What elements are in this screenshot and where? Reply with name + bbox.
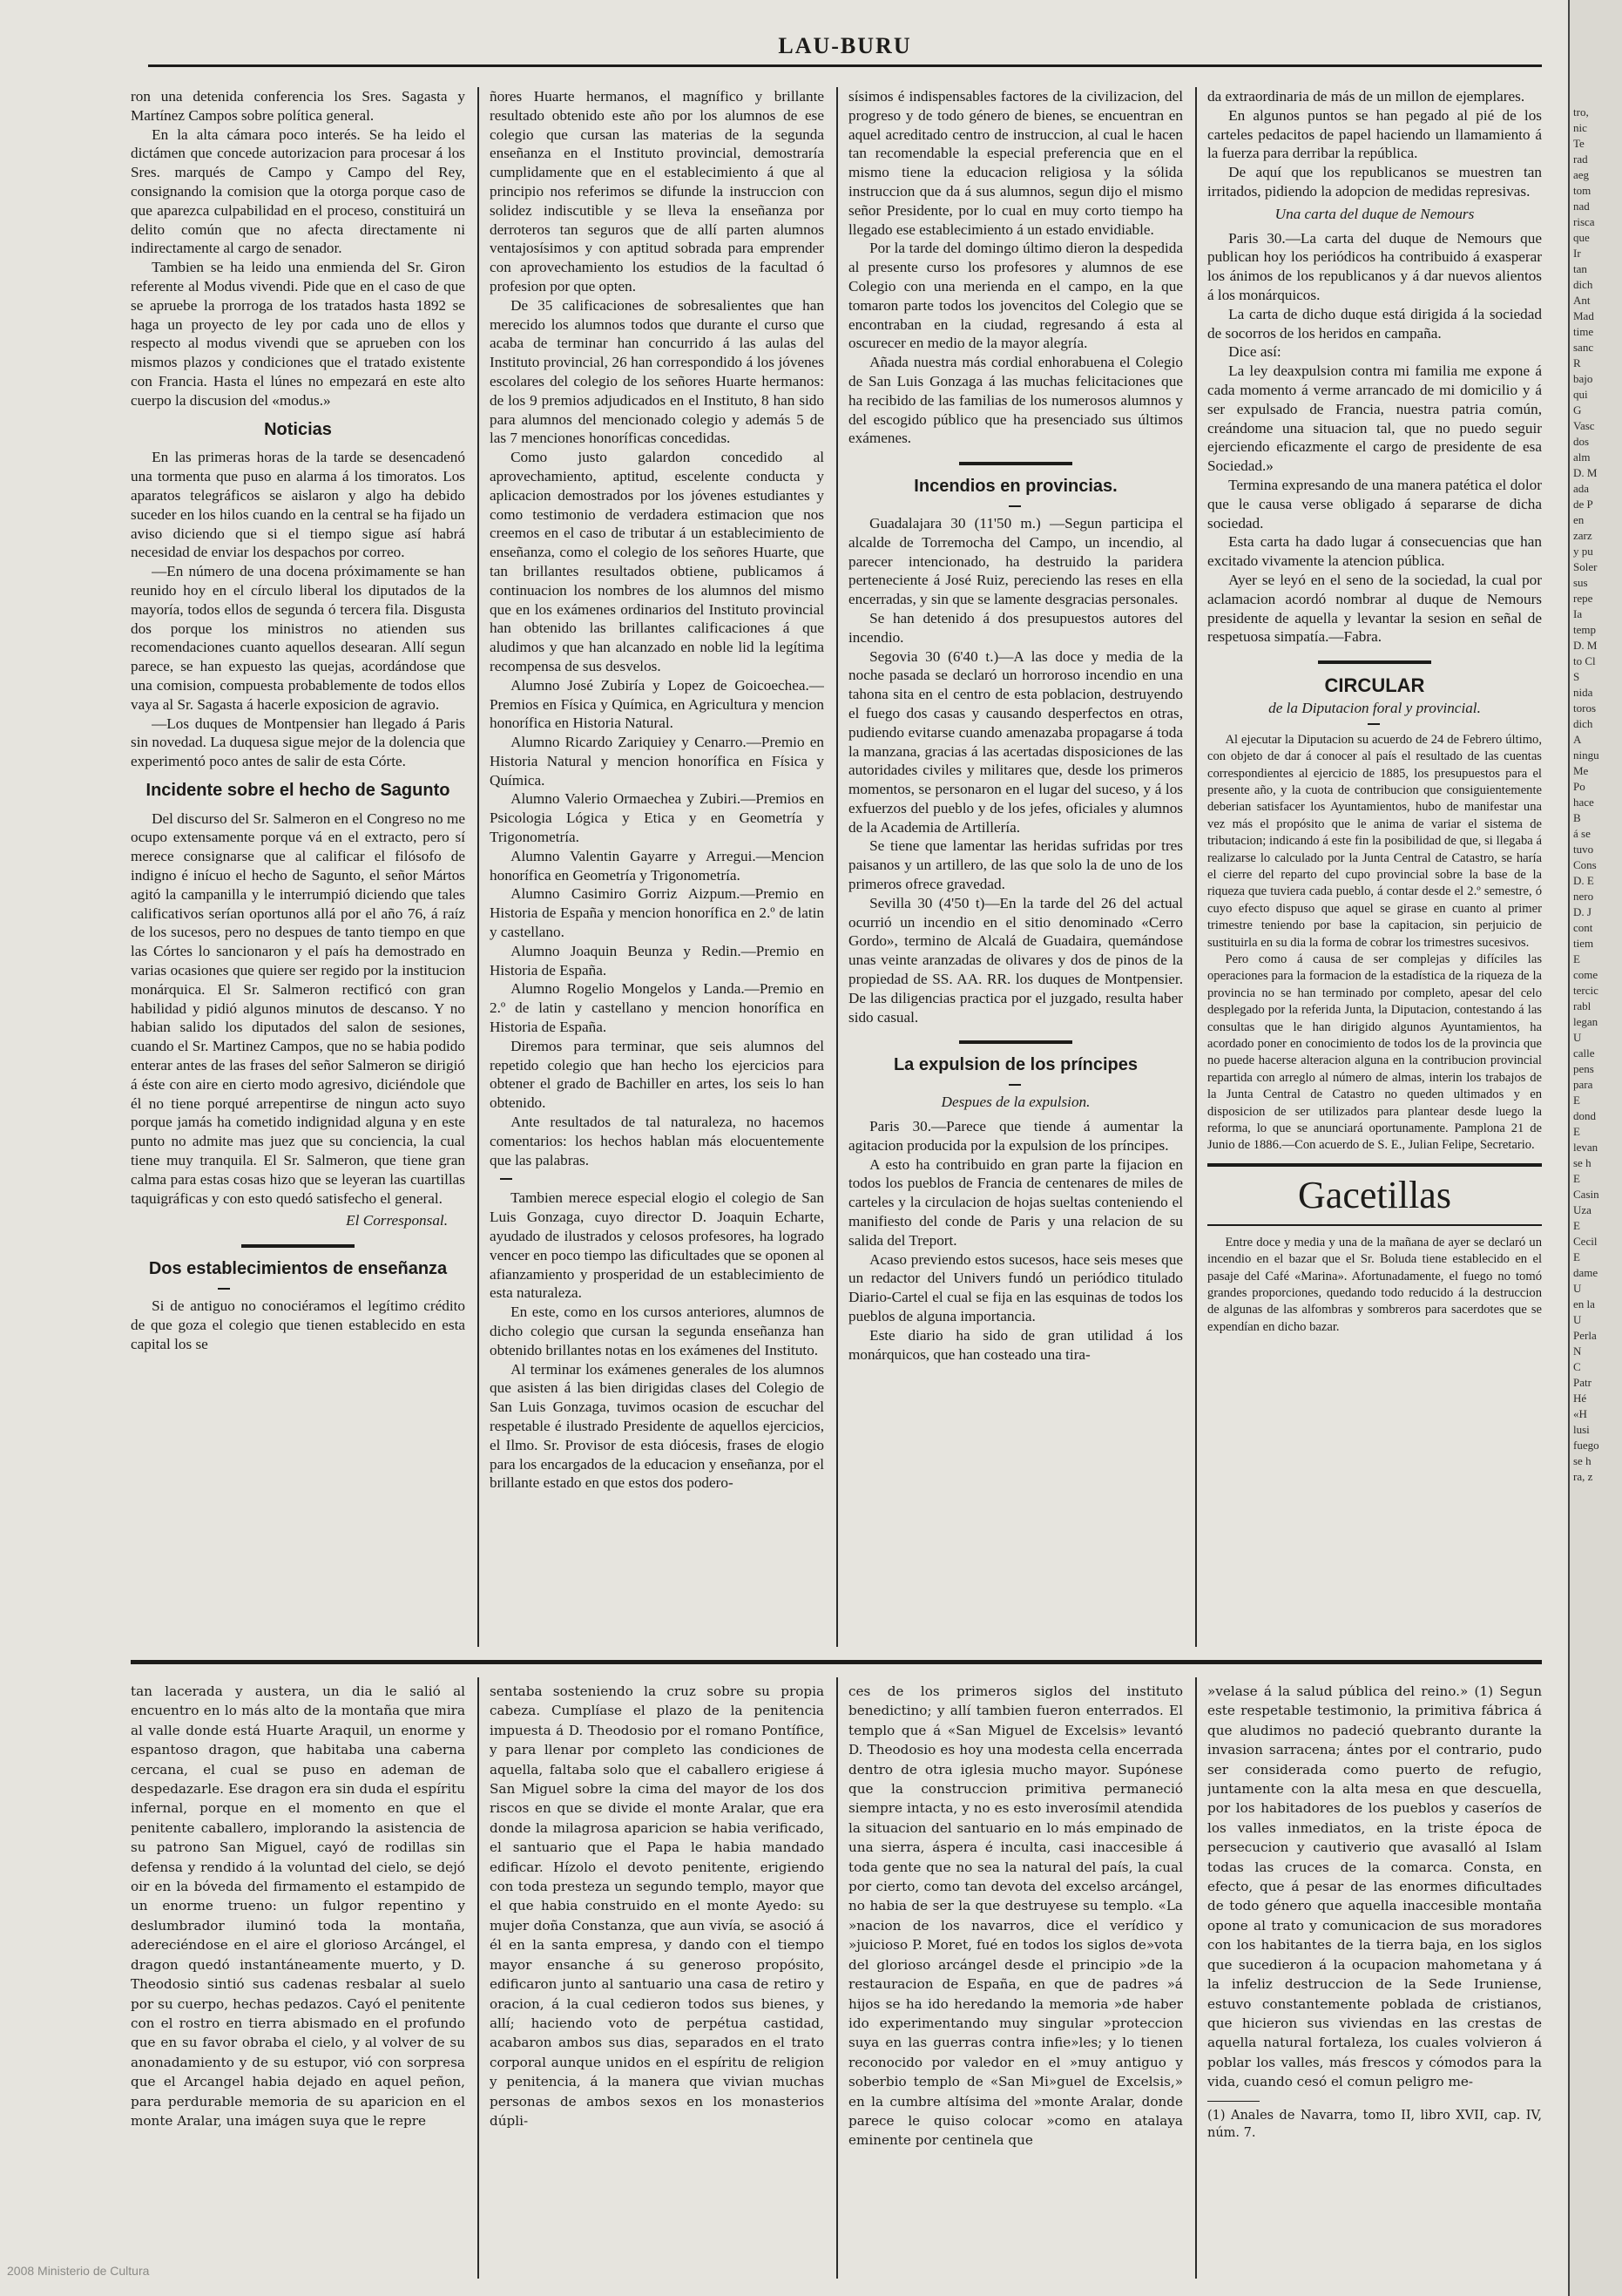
- adjacent-page-fragment: rabl: [1573, 999, 1592, 1013]
- feuilleton-column-3: [848, 1682, 1183, 2274]
- adjacent-page-fragment: D. M: [1573, 639, 1598, 652]
- adjacent-page-fragment: dich: [1573, 717, 1593, 730]
- column-divider: [477, 1677, 479, 2279]
- adjacent-page-fragment: tro,: [1573, 105, 1589, 119]
- adjacent-page-fragment: dond: [1573, 1109, 1596, 1122]
- adjacent-page-fragment: U: [1573, 1282, 1582, 1295]
- adjacent-page-fragment: S: [1573, 670, 1580, 683]
- adjacent-page-fragment: Cecil: [1573, 1235, 1598, 1248]
- article-paragraph: Termina expresando de una manera patética el dolor que le causa verse obligado á separarse de dicha sociedad.: [1207, 476, 1542, 532]
- adjacent-page-fragment: E: [1573, 1125, 1580, 1138]
- adjacent-page-fragment: time: [1573, 325, 1594, 338]
- adjacent-page-fragment: en la: [1573, 1297, 1595, 1311]
- column-divider: [836, 1677, 838, 2279]
- article-paragraph: La ley deaxpulsion contra mi familia me expone á cada momento á verme arrancado de mi domicilio y á ser expulsado de Francia, nuestra patria común, creándome una situacion tal, que no puedo seguir ejerciendo eficazmente el cargo de presidente de esa Sociedad.»: [1207, 362, 1542, 475]
- article-paragraph: Por la tarde del domingo último dieron la despedida al presente curso los profesores y alumnos de ese Colegio con una merienda en el campo, en la que tomaron parte todos los jovencitos del Colegio que se encontraban en la ciudad, regresando á esta al oscurecer en medio de la mayor alegría.: [848, 240, 1183, 352]
- article-paragraph: Alumno José Zubiría y Lopez de Goicoechea.—Premios en Física y Química, en Agricultura y mencion honorífica en Historia Natural.: [490, 676, 824, 732]
- article-paragraph: Dice así:: [1228, 343, 1281, 361]
- adjacent-page-fragment: tan: [1573, 262, 1587, 275]
- adjacent-page-fragment: tiem: [1573, 937, 1594, 950]
- article-paragraph: Este diario ha sido de gran utilidad á los monárquicos, que han costeado una tira-: [848, 1326, 1183, 1363]
- section-title-noticias: Noticias: [264, 419, 332, 439]
- section-rule: [1318, 660, 1431, 664]
- adjacent-page-fragment: legan: [1573, 1015, 1598, 1028]
- article-paragraph: —En número de una docena próximamente se han reunido hoy en el círculo liberal los diputados de la mayoría, todos ellos de segunda ó tercera fila. Disgusta dos porque los ministros no atienden sus recomendaciones cuanto aquellos desearan. Allí segun parece, se han expuesto las quejas, acordándose que una comision, compuesta probablemente de todos ellos vaya al Sr. Sagasta á hacerle exposicion de agravio.: [131, 563, 465, 713]
- article-paragraph: A esto ha contribuido en gran parte la fijacion en todos los pueblos de Francia de centenares de miles de carteles y la circulacion de hojas sueltas conteniendo el manifiesto del conde de Paris y una relacion de su salida del Treport.: [848, 1155, 1183, 1249]
- adjacent-page-fragment: E: [1573, 1172, 1580, 1185]
- section-title-circular: CIRCULAR: [1324, 674, 1425, 697]
- footnote: (1) Anales de Navarra, tomo II, libro XVII, cap. IV, núm. 7.: [1207, 2108, 1542, 2140]
- article-paragraph: Al ejecutar la Diputacion su acuerdo de 24 de Febrero último, con objeto de dar á conocer al país el resultado de las cuentas correspondientes al ejercicio de 1885, los presupuestos para el presente año, y la cuota de contribucion que consiguientemente deberian satisfacer los Ayuntamientos, hubo de manifestar una vez más el propósito que le anima de variar el sistema de tributacion; indicando á este fin la posibilidad de que, si llegaba á realizarse lo calculado por la Junta Central de Catastro, se haría el cierre del reparto del cupo provincial sobre la base de la riqueza que tuviera cada pueblo, á contar desde el 2.º semestre, ó cuyo efecto dispuso que aquel se girase en cuanto al primer trimestre teniendo por base la capitacion, sin perjuicio de sustituirla en su dia la forma de cobrar los trimestres sucesivos.: [1207, 732, 1542, 950]
- article-paragraph: Diremos para terminar, que seis alumnos del repetido colegio que han hecho los ejercicios para obtener el grado de Bachiller en artes, los seis lo han obtenido.: [490, 1037, 824, 1112]
- section-dash: [218, 1288, 230, 1290]
- article-paragraph: Segovia 30 (6'40 t.)—A las doce y media de la noche pasada se declaró un horroroso incendio en una tahona sita en el centro de esta poblacion, destruyendo el fuego dos casas y causando desperfectos en otras, pudiendo evitarse cuando amenazaba propagarse á toda la manzana, gracias á las acertadas disposiciones de las autoridades civiles y militares que, desde los primeros momentos, se personaron en el lugar del suceso, y á los exfuerzos del pueblo y de los jefes, oficiales y alumnos de la Academia de Artillería.: [848, 647, 1183, 836]
- adjacent-page-fragment: Casin: [1573, 1188, 1599, 1201]
- column-4: [1207, 87, 1542, 1634]
- adjacent-page-fragment: R: [1573, 356, 1581, 369]
- adjacent-page-fragment: que: [1573, 231, 1590, 244]
- adjacent-page-fragment: bajo: [1573, 372, 1593, 385]
- column-divider: [1195, 1677, 1197, 2279]
- adjacent-page-fragment: rad: [1573, 152, 1588, 166]
- article-paragraph: De aquí que los republicanos se muestren tan irritados, pidiendo la adopcion de medidas represivas.: [1207, 164, 1542, 200]
- article-paragraph: Si de antiguo no conociéramos el legítimo crédito de que goza el colegio que tienen establecido en esta capital los se: [131, 1297, 465, 1352]
- feuilleton-column-1: [131, 1682, 465, 2274]
- adjacent-page-fragment: «H: [1573, 1407, 1587, 1420]
- adjacent-page-fragment: en: [1573, 513, 1585, 526]
- adjacent-page-fragment: Hé: [1573, 1392, 1587, 1405]
- adjacent-page-fragment: ada: [1573, 482, 1590, 495]
- article-paragraph: sísimos é indispensables factores de la civilizacion, del progreso y de todo género de bienes, se encuentran en aquel acreditado centro de instruccion, al cual le hacen tan recomendable la especial preferencia que en el mismo tiene la educacion religiosa y la sólida instruccion que da á sus alumnos, segun dijo el mismo señor Presidente, por lo cual en muy corto tiempo ha llegado ese establecimiento á un estado envidiable.: [848, 88, 1183, 238]
- section-dash: [500, 1178, 512, 1180]
- article-paragraph: Ante resultados de tal naturaleza, no hacemos comentarios: los hechos hablan más elocuentemente que las palabras.: [490, 1114, 824, 1168]
- article-paragraph: Tambien se ha leido una enmienda del Sr. Giron referente al Modus vivendi. Pide que en el caso de que se apruebe la prorroga de los tratados hasta 1892 se haga un proyecto de ley por cada uno de ellos y respecto al modus vivendi que se aprueben con los mismos plazos y condiciones que el tratado existente con Francia. Hasta el lúnes no empezará en este alto cuerpo la discusion del «modus.»: [131, 259, 465, 409]
- article-paragraph: Tambien merece especial elogio el colegio de San Luis Gonzaga, cuyo director D. Joaquin Echarte, ayudado de ilustrados y celosos profesores, ha logrado vencer en poco tiempo las dificultades que se oponen al afianzamiento y prosperidad de un establecimiento de esta naturaleza.: [490, 1189, 824, 1302]
- article-paragraph: En las primeras horas de la tarde se desencadenó una tormenta que puso en alarma á los timoratos. Los aparatos telegráficos se aislaron y algo ha debido suceder en los hilos cuando en la central se ha fijado un aviso diciendo que si el tiempo sigue así habrá necesidad de enviar los despachos por correo.: [131, 449, 465, 561]
- article-paragraph: da extraordinaria de más de un millon de ejemplares.: [1207, 88, 1525, 105]
- adjacent-page-fragment: dich: [1573, 278, 1593, 291]
- article-paragraph: En la alta cámara poco interés. Se ha leido el dictámen que concede autorizacion para procesar á los Sres. marqués de Campo y Campo del Rey, consignando la comision que la otorga porque caso de que aparezca culpabilidad en el proceso, constituirá un delito común que no afecta directamente ni indirectamente al cargo de senador.: [131, 125, 465, 257]
- adjacent-page-fragment: tom: [1573, 184, 1592, 197]
- section-rule: [959, 1040, 1072, 1044]
- section-title-expulsion: La expulsion de los príncipes: [893, 1055, 1139, 1075]
- article-paragraph: Pero como á causa de ser complejas y difíciles las operaciones para la formacion de la estadística de la riqueza de la provincia no se han terminado por completo, apesar del celo desplegado por la referida Junta, la Diputacion, contestando á las consultas que le han dirigido algunos Ayuntamientos, ha acordado poner en conocimiento de todos los de la provincia que no puede hacerse alteracion alguna en la contribucion provincial repartida con arreglo al número de almas, interin los trabajos de la Junta Central de Catastro no queden ultimados y en disposicion de ser utilizados para plantear desde luego la reforma, lo que se anunciará oportunamente. Pamplona 21 de Junio de 1886.—Con acuerdo de S. E., Julian Felipe, Secretario.: [1207, 952, 1542, 1153]
- adjacent-page-fragment: Mad: [1573, 309, 1594, 322]
- section-title-incidente: Incidente sobre el hecho de Sagunto: [145, 780, 450, 800]
- adjacent-page-fragment: temp: [1573, 623, 1596, 636]
- adjacent-page-fragment: dame: [1573, 1266, 1598, 1279]
- column-divider: [477, 87, 479, 1647]
- footnote-rule: [1207, 2101, 1260, 2102]
- column-1: [131, 87, 465, 1634]
- column-3: [848, 87, 1183, 1634]
- adjacent-page-fragment: Cons: [1573, 858, 1597, 871]
- adjacent-page-fragment: zarz: [1573, 529, 1592, 542]
- adjacent-page-fragment: tercic: [1573, 984, 1598, 997]
- adjacent-page-fragment: E: [1573, 1250, 1580, 1263]
- feuilleton-text: tan lacerada y austera, un dia le salió al encuentro en lo más alto de la montaña que mira al valle donde está Huarte Araquil, un enorme y espantoso dragon, que habitaba una caberna cercana, el cual se puso en ademan de despedazarle. Ese dragon era sin duda el espíritu infernal, porque en el momento en que el penitente caballero, implorando la asistencia de su patrono San Miguel, cayó de rodillas sin defensa y rendido á la voluntad del cielo, se dejó oir en la bóveda del firmamento el estampido de un enorme trueno: un fulgor repentino y deslumbrador iluminó toda la montaña, adereciéndose en el aire el glorioso Arcángel, el dragon quedó instantáneamente muerto, y D. Theodosio sintió sus cadenas resbalar al suelo por su cuerpo, hechas pedazos. Cayó el penitente con el rostro en tierra abismado en el profundo que en su favor obraba el cielo, y al volver de su anonadamiento y de su estupor, vió con sorpresa que el Arcangel habia dejado en aquel peñon, para perdurable memoria de su aparicion en el monte Aralar, una imágen suya que le repre: [131, 1683, 465, 2129]
- adjacent-page-fragment: D. J: [1573, 905, 1592, 918]
- article-paragraph: Alumno Casimiro Gorriz Aizpum.—Premio en Historia de España y mencion honorífica en 2.º de latin y castellano.: [490, 885, 824, 941]
- adjacent-page-fragment: lusi: [1573, 1423, 1590, 1436]
- adjacent-page-fragment: y pu: [1573, 545, 1593, 558]
- article-paragraph: De 35 calificaciones de sobresalientes que han merecido los alumnos todos que durante el curso que acaba de terminar han concurrido á las aulas del Instituto provincial, 26 han correspondido á los jóvenes escolares del colegio de los señores Huarte hermanos: de los 9 premios adjudicados en el Instituto, 8 han sido para alumnos del mencionado colegio y además 5 de las 7 menciones honoríficas concedidas.: [490, 296, 824, 447]
- article-paragraph: ñores Huarte hermanos, el magnífico y brillante resultado obtenido este año por los alumnos de ese colegio que cursan las materias de la segunda enseñanza en el Instituto provincial, demostraría cumplidamente que en el establecimiento á que al principio nos referimos se difunde la instruccion con solidez indiscutible y se lleva la enseñanza por derroteros tan seguros que de allí parten alumnos ventajosísimos y con aptitud sobrada para emprender con aprovechamiento los estudios de la facultad ó profesion por que opten.: [490, 88, 824, 295]
- column-divider: [1195, 87, 1197, 1647]
- article-paragraph: Se tiene que lamentar las heridas sufridas por tres paisanos y un artillero, de las que solo la de uno de los primeros ofrece gravedad.: [848, 837, 1183, 893]
- adjacent-page-fragment: pens: [1573, 1062, 1594, 1075]
- adjacent-page-fragment: ningu: [1573, 748, 1599, 762]
- adjacent-page-fragment: aeg: [1573, 168, 1590, 181]
- adjacent-page-fragment: ra, z: [1573, 1470, 1593, 1483]
- article-paragraph: Sevilla 30 (4'50 t)—En la tarde del 26 del actual ocurrió un incendio en el sitio denominado «Cerro Gordo», termino de Alcalá de Guadaira, quemándose unas veinte aranzadas de olivares y dos de pinos de la propiedad de SS. AA. RR. los duques de Montpensier. De las diligencias practica por el juzgado, resulta haber sido casual.: [848, 894, 1183, 1026]
- feuilleton-rule: [131, 1660, 1542, 1664]
- adjacent-page-fragment: dos: [1573, 435, 1590, 448]
- circular-body: [1207, 732, 1542, 1155]
- article-paragraph: La carta de dicho duque está dirigida á la sociedad de socorros de los heridos en campaña.: [1207, 305, 1542, 342]
- article-paragraph: En este, como en los cursos anteriores, alumnos de dicho colegio que cursan la segunda enseñanza han obtenido brillantes notas en los exámenes del Instituto.: [490, 1304, 824, 1358]
- article-paragraph: Añada nuestra más cordial enhorabuena el Colegio de San Luis Gonzaga á las muchas felicitaciones que ha recibido de las familias de los numerosos alumnos y del escogido público que ha presenciado sus últimos exámenes.: [848, 354, 1183, 447]
- adjacent-page-fragment: nero: [1573, 890, 1594, 903]
- feuilleton-text: »velase á la salud pública del reino.» (1) Segun este respetable testimonio, la primitiva fábrica á que aludimos no padeció quebranto durante la invasion sarracena; ántes por el contrario, pudo ser considerada como puerto de refugio, juntamente con la alta mesa en que descuella, por los habitadores de los pueblos y caseríos de los valles inmediatos, en la triste época de persecucion y cautiverio que avasalló al Islam todas las cruces de la comarca. Consta, en efecto, que á pesar de las enormes dificultades de todo género que aquella inaccesible montaña opone al trato y comunicacion de sus moradores con los habitantes de la tierra baja, en los siglos que sucedieron á la ocupacion mahometana y á la infeliz destruccion de la Sede Iruniense, estuvo constantemente poblada de cristianos, que hicieron sus viviendas en las crestas de aquella natural fortaleza, los cuales volvieron á poblar los valles, más frescos y cómodos para la vida, cuando cesó el comun peligro me-: [1207, 1683, 1542, 2090]
- adjacent-page-fragment: risca: [1573, 215, 1595, 228]
- column-divider: [836, 87, 838, 1647]
- adjacent-page-fragment: nida: [1573, 686, 1593, 699]
- adjacent-page-fragment: Soler: [1573, 560, 1598, 573]
- section-title-establecimientos: Dos establecimientos de enseñanza: [148, 1259, 448, 1279]
- section-subtitle: Una carta del duque de Nemours: [1274, 205, 1475, 222]
- adjacent-page-fragment: Uza: [1573, 1203, 1592, 1216]
- adjacent-page-fragment: U: [1573, 1031, 1582, 1044]
- feuilleton-text: ces de los primeros siglos del instituto benedictino; y allí tambien fueron enterrados. El templo que á «San Miguel de Excelsis» levantó D. Theodosio es hoy una modesta cella encerrada dentro de otra iglesia mucho mayor. Supónese que la construccion primitiva permaneció siempre intacta, y no es esto inverosímil atendida la situacion del santuario en lo más empinado de una sierra, áspera é inculta, casi inaccesible á toda gente que no sea la natural del país, la cual por cierto, como tan devota del excelso arcángel, no habia de ser la que destruyese su templo. «La »nacion de los navarros, dice el verídico y »juicioso P. Moret, fué en todos los siglos de»vota del glorioso arcángel desde el principio »de la restauracion de España, en que de padres »á hijos se ha ido heredando la memoria »de haber ido experimentando muy singular »proteccion suya en las guerras contra infie»les; y lo tienen reconocido por valedor en el »muy antiguo y soberbio templo de «San Mi»guel de Excelsis,» en la cumbre altísima del »monte Aralar, donde parece le quiso colocar »como en atalaya eminente por centinela que: [848, 1683, 1183, 2149]
- adjacent-page-fragment: para: [1573, 1078, 1593, 1091]
- adjacent-page-fragment: tuvo: [1573, 843, 1594, 856]
- feuilleton-column-4: [1207, 1682, 1542, 2274]
- adjacent-page-fragment: sanc: [1573, 341, 1594, 354]
- adjacent-page-fragment: A: [1573, 733, 1582, 746]
- article-paragraph: Ayer se leyó en el seno de la sociedad, la cual por aclamacion acordó nombrar al duque de Nemours presidente de aquella y levantar la sesion en señal de respetuosa simpatía.—Fabra.: [1207, 571, 1542, 646]
- article-paragraph: Del discurso del Sr. Salmeron en el Congreso no me ocupo extensamente porque vá en el extracto, pero sí merece consignarse que al calificar el filósofo de indigno é inícuo el hecho de Sagunto, el señor Mártos agitó la campanilla y le interrumpió diciendo que tales calificativos serían oportunos allá por el año 76, á raíz de los sucesos, pero no despues de tanto tiempo en que las Córtes lo sancionaron y el país ha demostrado en varias ocasiones que quiere ser regido por la institucion monárquica. El Sr. Salmeron rectificó con gran habilidad y pidió algunos minutos de descanso. Y no habian salido los diputados del salon de sesiones, cuando el Sr. Martinez Campos, que no se habia podido enterar antes de las frases del señor Salmeron se dirigió á éste con aire en cierto modo agresivo, diciéndole que él no tiene porqué arrepentirse de ningun acto suyo porque jamás ha cometido indignidad alguna y en este punto no admite mas juez que su conciencia, la cual tiene muy tranquila. El Sr. Salmeron, que tiene gran calma para estas cosas hizo que se leyeran las cuartillas taquigráficas y con esto quedó satisfecho el general.: [131, 809, 465, 1207]
- adjacent-page-fragment: cont: [1573, 921, 1593, 934]
- gacetillas-body: [1207, 1235, 1542, 1336]
- adjacent-page-fragment: Po: [1573, 780, 1585, 793]
- article-paragraph: Alumno Ricardo Zariquiey y Cenarro.—Premio en Historia Natural y mencion honorífica en Física y Química.: [490, 734, 824, 789]
- adjacent-page-fragment: de P: [1573, 498, 1593, 511]
- article-paragraph: Alumno Valentin Gayarre y Arregui.—Mencion honorífica en Geometría y Trigonometría.: [490, 847, 824, 884]
- adjacent-page-strip: [1568, 0, 1622, 2296]
- article-paragraph: Paris 30.—La carta del duque de Nemours que publican hoy los periódicos ha contribuido á exasperar los ánimos de los republicanos y á dar nuevos alientos á los monárquicos.: [1207, 229, 1542, 303]
- adjacent-page-fragment: calle: [1573, 1046, 1595, 1060]
- section-rule: [1207, 1163, 1542, 1167]
- adjacent-page-fragment: hace: [1573, 796, 1594, 809]
- watermark: 2008 Ministerio de Cultura: [7, 2264, 150, 2278]
- adjacent-page-fragment: D. E: [1573, 874, 1594, 887]
- section-subtitle: Despues de la expulsion.: [941, 1094, 1091, 1111]
- adjacent-page-fragment: repe: [1573, 592, 1593, 605]
- article-paragraph: Guadalajara 30 (11'50 m.) —Segun participa el alcalde de Torremocha del Campo, un incendio, al parecer intencionado, ha destruido la paridera perteneciente á José Ruiz, pereciendo las reses en ella encerradas, y sin que se lamente desgracias personales.: [848, 514, 1183, 608]
- column-2: [490, 87, 824, 1634]
- adjacent-page-fragment: fuego: [1573, 1439, 1599, 1452]
- feuilleton-column-2: [490, 1682, 824, 2274]
- adjacent-page-fragment: to Cl: [1573, 654, 1596, 667]
- adjacent-page-fragment: nad: [1573, 200, 1590, 213]
- signature: El Corresponsal.: [346, 1212, 448, 1229]
- article-paragraph: Alumno Joaquin Beunza y Redin.—Premio en Historia de España.: [490, 942, 824, 979]
- adjacent-page-fragment: á se: [1573, 827, 1591, 840]
- section-title-incendios: Incendios en provincias.: [914, 477, 1118, 497]
- adjacent-page-fragment: alm: [1573, 450, 1591, 464]
- adjacent-page-fragment: toros: [1573, 701, 1596, 715]
- article-paragraph: Esta carta ha dado lugar á consecuencias que han excitado vivamente la atencion pública.: [1207, 533, 1542, 570]
- section-dash: [1368, 723, 1380, 725]
- section-subtitle: de la Diputacion foral y provincial.: [1268, 699, 1481, 716]
- adjacent-page-fragment: Ant: [1573, 294, 1591, 307]
- section-dash: [1009, 505, 1021, 507]
- article-paragraph: Entre doce y media y una de la mañana de ayer se declaró un incendio en el bazar que el Sr. Boluda tiene establecido en el pasaje del Café «Marina». Afortunadamente, el fuego no tomó grandes proporciones, quedando todo reducido á la destruccion de algunas de las alfombras y sombreros para sacerdotes que se expendían en dicho bazar.: [1207, 1235, 1542, 1334]
- adjacent-page-fragment: C: [1573, 1360, 1581, 1373]
- masthead: LAU-BURU: [778, 33, 912, 58]
- adjacent-page-fragment: Perla: [1573, 1329, 1597, 1342]
- section-rule: [1207, 1224, 1542, 1226]
- article-paragraph: Paris 30.—Parece que tiende á aumentar la agitacion producida por la expulsion de los príncipes.: [848, 1118, 1183, 1154]
- adjacent-page-fragment: D. M: [1573, 466, 1598, 479]
- adjacent-page-fragment: sus: [1573, 576, 1588, 589]
- top-rule: [148, 64, 1542, 67]
- adjacent-page-fragment: N: [1573, 1344, 1582, 1358]
- section-rule: [241, 1244, 355, 1248]
- article-paragraph: Como justo galardon concedido al aprovechamiento, aptitud, escelente conducta y aplicacion demostrados por los jóvenes estudiantes y como testimonio de verdadera estimacion que nos creemos en el caso de tributar á un establecimiento de enseñanza, como el colegio de los señores Huarte, que tan brillantes resultados obtiene, publicamos á continuacion los nombres de los alumnos del mismo que en los exámenes ordinarios del Instituto provincial han obtenido las brillantes calificaciones á que aludimos y que han alcanzado en noble lid la legítima recompensa de sus desvelos.: [490, 449, 824, 674]
- adjacent-page-fragment: U: [1573, 1313, 1582, 1326]
- article-paragraph: Alumno Valerio Ormaechea y Zubiri.—Premios en Psicologia Lógica y Etica y en Geometría y Trigonometría.: [490, 790, 824, 846]
- adjacent-page-fragment: E: [1573, 1094, 1580, 1107]
- adjacent-page-fragment: G: [1573, 403, 1582, 417]
- adjacent-page-fragment: E: [1573, 1219, 1580, 1232]
- adjacent-page-fragment: come: [1573, 968, 1598, 981]
- adjacent-page-fragment: Ia: [1573, 607, 1583, 620]
- adjacent-page-fragment: Te: [1573, 137, 1585, 150]
- section-rule: [959, 462, 1072, 465]
- article-paragraph: ron una detenida conferencia los Sres. Sagasta y Martínez Campos sobre política general.: [131, 88, 465, 124]
- adjacent-page-fragment: qui: [1573, 388, 1588, 401]
- feuilleton-text: sentaba sosteniendo la cruz sobre su propia cabeza. Cumplíase el plazo de la penitencia impuesta á D. Theodosio por el romano Pontífice, y para llenar por completo las condiciones de aquella, faltaba solo que el caballero erigiese á San Miguel sobre la cima del mayor de los dos riscos en que se divide el monte Aralar, que era donde la milagrosa aparicion se habia verificado, el santuario que el Papa le habia mandado edificar. Hízolo el devoto penitente, erigiendo con toda presteza un segundo templo, mayor que el que habia construido en el monte Ayedo: su mujer doña Constanza, que aun vivía, se asoció á él en la santa empresa, y dando con el tiempo mayor ensanche á su generoso propósito, edificaron junto al santuario una casa de retiro y oracion, á la cual cedieron todos sus bienes, y allí; haciendo voto de perpétua castidad, acabaron ambos sus dias, separados en el trato corporal aunque unidos en el espíritu de religion y penitencia, á la manera que vivian muchas personas de ambos sexos en los monasterios dúpli-: [490, 1683, 824, 2129]
- article-paragraph: En algunos puntos se han pegado al pié de los carteles pedacitos de papel haciendo un llamamiento á la fuerza para derribar la república.: [1207, 106, 1542, 162]
- adjacent-page-fragment: se h: [1573, 1156, 1592, 1169]
- article-paragraph: Alumno Rogelio Mongelos y Landa.—Premio en 2.º de latin y castellano y mencion honorífica en Historia de España.: [490, 980, 824, 1036]
- article-paragraph: —Los duques de Montpensier han llegado á Paris sin novedad. La duquesa sigue mejor de la dolencia que experimentó poco antes de salir de esta Córte.: [131, 715, 465, 770]
- adjacent-page-fragment: se h: [1573, 1454, 1592, 1467]
- section-dash: [1009, 1084, 1021, 1086]
- adjacent-page-fragment: B: [1573, 811, 1581, 824]
- article-paragraph: Acaso previendo estos sucesos, hace seis meses que un redactor del Univers fundó un periódico titulado Diario-Cartel el cual se fija en las esquinas de todos los pueblos de alguna importancia.: [848, 1250, 1183, 1325]
- adjacent-page-fragment: levan: [1573, 1141, 1598, 1154]
- section-title-gacetillas: Gacetillas: [1298, 1173, 1451, 1216]
- adjacent-page-fragment: nic: [1573, 121, 1587, 134]
- adjacent-page-fragment: Ir: [1573, 247, 1581, 260]
- adjacent-page-fragment: Patr: [1573, 1376, 1592, 1389]
- adjacent-page-fragment: Me: [1573, 764, 1589, 777]
- article-paragraph: Se han detenido á dos presupuestos autores del incendio.: [848, 609, 1183, 646]
- adjacent-page-fragments: [1570, 0, 1622, 1485]
- adjacent-page-fragment: Vasc: [1573, 419, 1595, 432]
- adjacent-page-fragment: E: [1573, 952, 1580, 965]
- article-paragraph: Al terminar los exámenes generales de los alumnos que asisten á las bien dirigidas clases del Colegio de San Luis Gonzaga, tuvimos ocasion de escuchar del respetable é ilustrado Presidente de aquellos ejercicios, el Ilmo. Sr. Provisor de esta diócesis, frases de elogio para los encargados de la educacion y enseñanza, por el brillante estado en que estos dos podero-: [490, 1360, 824, 1492]
